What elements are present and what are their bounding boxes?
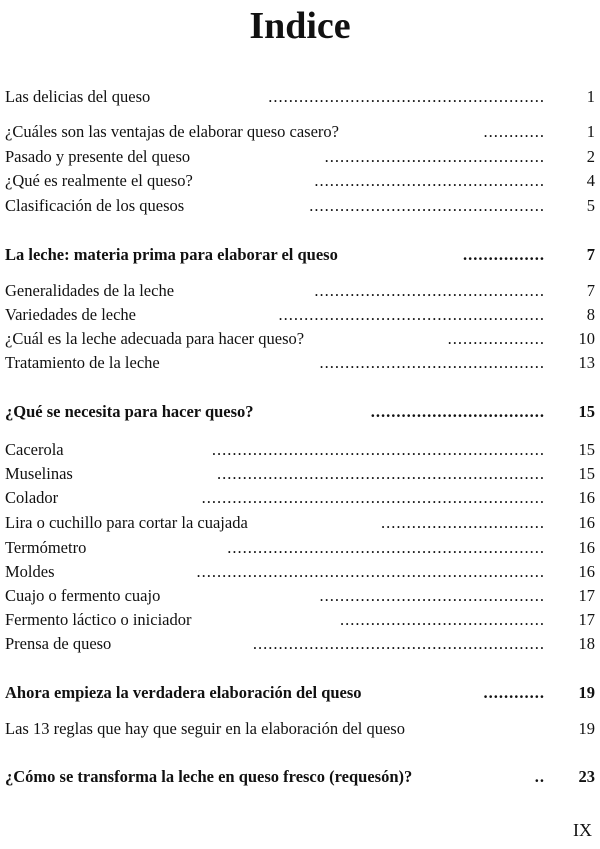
toc-leader-dots: .............................................: [314, 171, 545, 190]
toc-entry-page: 2: [586, 147, 595, 166]
toc-entry: [5, 766, 595, 788]
toc-entry: [5, 487, 595, 509]
toc-entry-page: 19: [578, 683, 595, 702]
toc-leader-dots: ................: [463, 245, 545, 264]
toc-leader-dots: ........................................: [340, 610, 545, 629]
toc-entry-page: 8: [586, 305, 595, 324]
toc-leader-dots: ............: [483, 122, 545, 141]
toc-entry: [5, 401, 595, 423]
toc-entry-label: Cacerola: [5, 440, 64, 459]
toc-entry-page: 15: [578, 440, 595, 459]
toc-entry: [5, 512, 595, 534]
toc-entry-label: Las 13 reglas que hay que seguir en la elaboración del queso: [5, 719, 405, 738]
toc-entry: [5, 195, 595, 217]
toc-entry: [5, 170, 595, 192]
toc-entry: [5, 463, 595, 485]
toc-entry: [5, 585, 595, 607]
toc-entry-label: Variedades de leche: [5, 305, 137, 324]
toc-entry-page: 17: [578, 610, 595, 629]
toc-entry-label: Prensa de queso: [5, 634, 112, 653]
toc-entry-label: Colador: [5, 488, 59, 507]
toc-entry-label: Moldes: [5, 562, 55, 581]
toc-entry-label: ¿Cómo se transforma la leche en queso fresco (requesón)?: [5, 767, 413, 786]
page-title: Indice: [249, 5, 351, 47]
toc-entry: [5, 86, 595, 108]
toc-leader-dots: ..: [534, 767, 545, 786]
toc-leader-dots: ...................: [447, 329, 545, 348]
toc-entry: [5, 537, 595, 559]
toc-leader-dots: ............................................: [319, 586, 545, 605]
toc-entry-label: ¿Cuáles son las ventajas de elaborar queso casero?: [5, 122, 339, 141]
toc-entry-page: 13: [578, 353, 595, 372]
toc-entry-label: Cuajo o fermento cuajo: [5, 586, 161, 605]
toc-entry: [5, 121, 595, 143]
toc-entry: [5, 718, 595, 740]
toc-entry-label: Ahora empieza la verdadera elaboración del queso: [5, 683, 362, 702]
toc-entry-page: 16: [578, 488, 595, 507]
toc-leader-dots: .........................................................: [252, 634, 545, 653]
toc-entry-label: Generalidades de la leche: [5, 281, 175, 300]
toc-entry-page: 7: [586, 281, 595, 300]
toc-entry-page: 18: [578, 634, 595, 653]
toc-entry: [5, 328, 595, 350]
toc-entry-page: 15: [578, 402, 595, 421]
toc-entry-page: 7: [586, 245, 595, 264]
toc-entry-page: 10: [578, 329, 595, 348]
toc-leader-dots: ..............................................: [309, 196, 545, 215]
toc-leader-dots: ............................................: [319, 353, 545, 372]
toc-entry-label: ¿Qué es realmente el queso?: [5, 171, 193, 190]
toc-entry: [5, 439, 595, 461]
toc-entry-label: Tratamiento de la leche: [5, 353, 160, 372]
toc-entry: [5, 146, 595, 168]
toc-entry-page: 19: [578, 719, 595, 738]
toc-leader-dots: ............: [483, 683, 545, 702]
toc-leader-dots: ....................................................................: [196, 562, 545, 581]
toc-entry-page: 5: [586, 196, 595, 215]
toc-entry: [5, 304, 595, 326]
toc-entry-label: ¿Qué se necesita para hacer queso?: [5, 402, 254, 421]
toc-leader-dots: ......................................................: [268, 87, 545, 106]
toc-leader-dots: ....................................................: [278, 305, 545, 324]
toc-leader-dots: ..............................................................: [227, 538, 545, 557]
toc-entry: [5, 561, 595, 583]
toc-leader-dots: ................................................................: [217, 464, 545, 483]
toc-entry: [5, 682, 595, 704]
toc-entry: [5, 609, 595, 631]
toc-leader-dots: ..................................: [370, 402, 545, 421]
toc-entry: [5, 280, 595, 302]
toc-entry-label: Las delicias del queso: [5, 87, 151, 106]
toc-entry-label: Clasificación de los quesos: [5, 196, 185, 215]
toc-entry-label: Lira o cuchillo para cortar la cuajada: [5, 513, 248, 532]
toc-entry-page: 1: [586, 122, 595, 141]
toc-entry-label: Fermento láctico o iniciador: [5, 610, 192, 629]
toc-entry-label: Muselinas: [5, 464, 73, 483]
toc-leader-dots: ...................................................................: [201, 488, 545, 507]
toc-entry: [5, 352, 595, 374]
page-number: IX: [573, 820, 592, 840]
toc-leader-dots: .............................................: [314, 281, 545, 300]
toc-leader-dots: ................................: [381, 513, 545, 532]
toc-entry-page: 16: [578, 538, 595, 557]
toc-entry-label: ¿Cuál es la leche adecuada para hacer queso?: [5, 329, 305, 348]
toc-entry-page: 16: [578, 562, 595, 581]
toc-entry-label: Termómetro: [5, 538, 87, 557]
toc-entry-label: Pasado y presente del queso: [5, 147, 191, 166]
toc-entry-page: 16: [578, 513, 595, 532]
toc-leader-dots: ...........................................: [324, 147, 545, 166]
toc-entry-page: 17: [578, 586, 595, 605]
toc-entry-page: 15: [578, 464, 595, 483]
toc-entry: [5, 633, 595, 655]
toc-entry-page: 23: [578, 767, 595, 786]
toc-leader-dots: .................................................................: [211, 440, 545, 459]
toc-entry-page: 4: [586, 171, 595, 190]
toc-entry: [5, 244, 595, 266]
toc-entry-page: 1: [586, 87, 595, 106]
toc-entry-label: La leche: materia prima para elaborar el queso: [5, 245, 338, 264]
